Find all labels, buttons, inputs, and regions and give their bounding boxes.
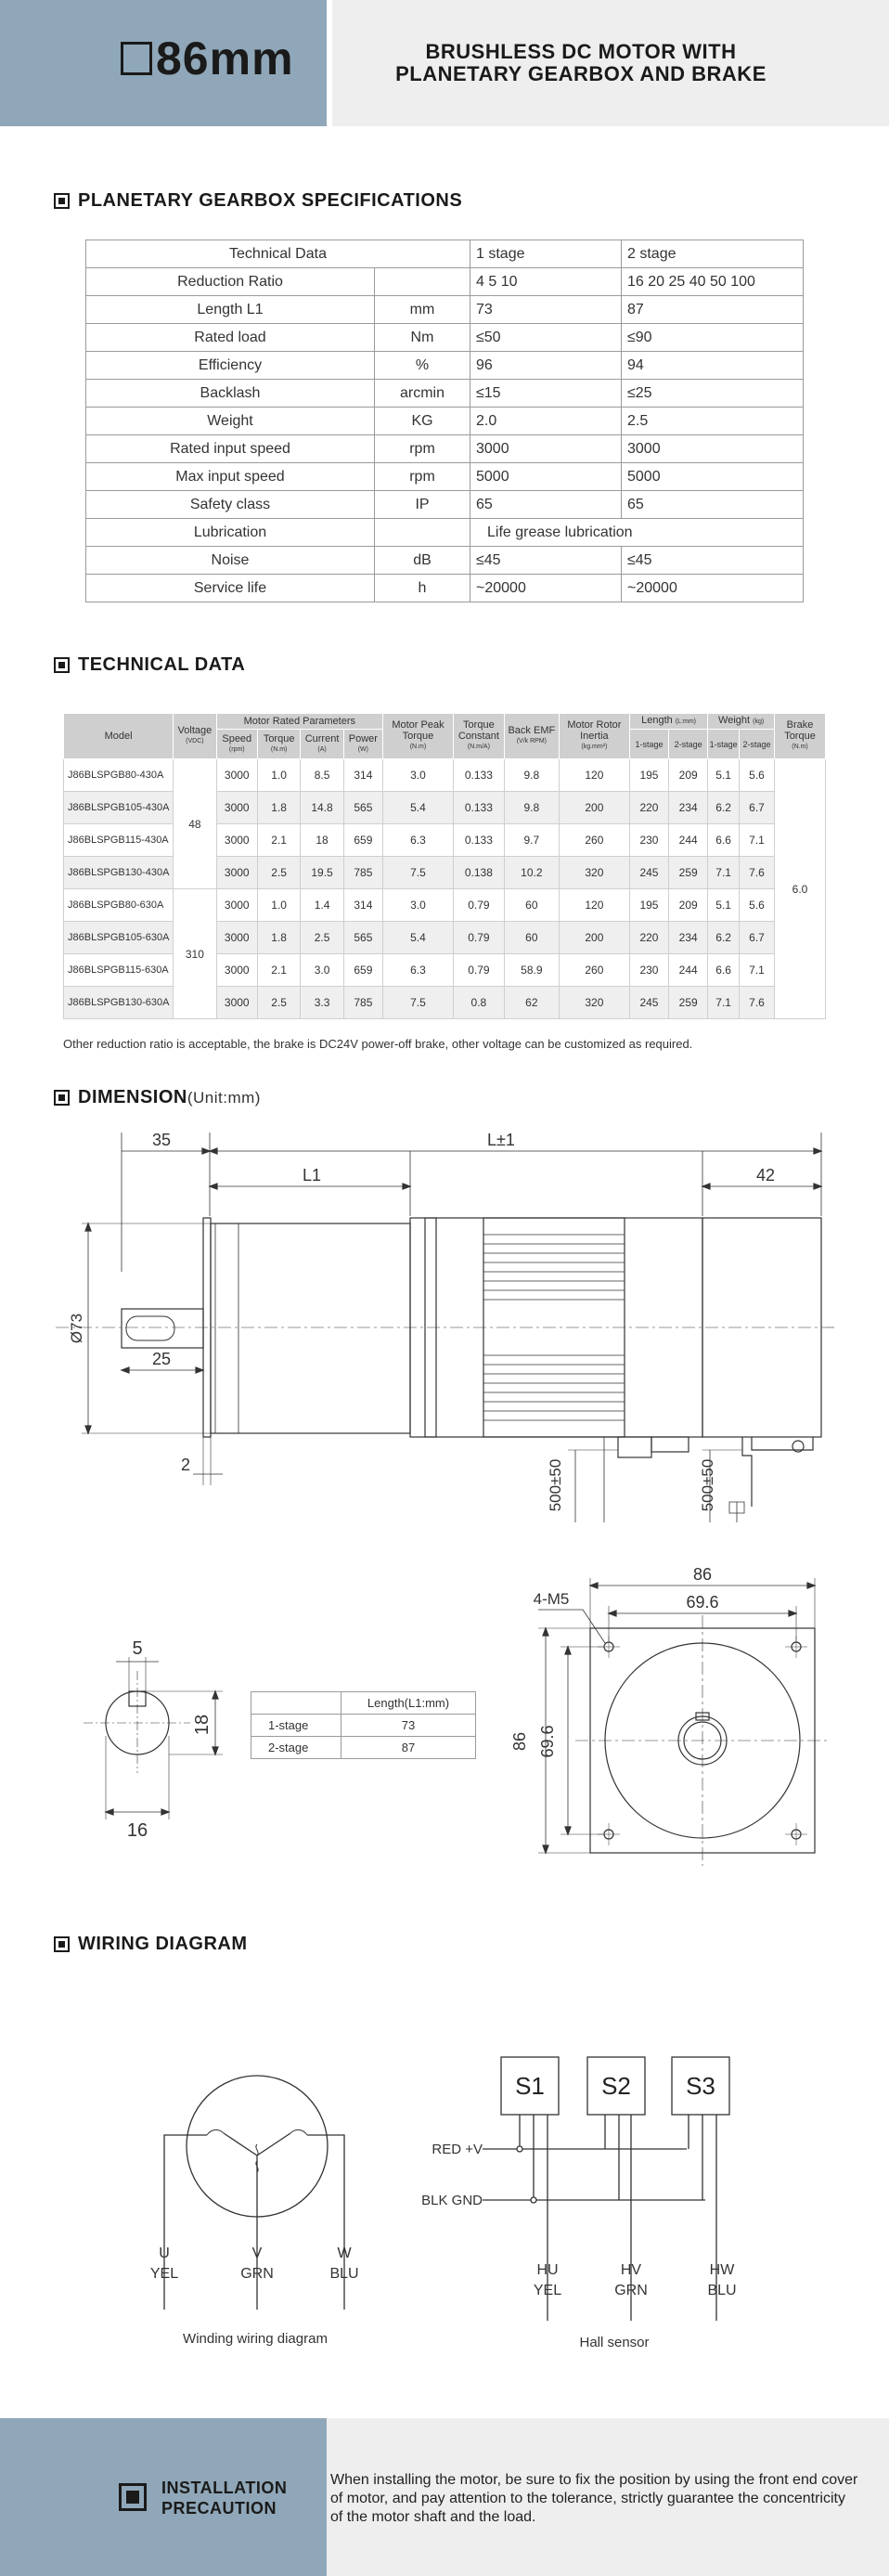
- spec-row: [86, 380, 804, 408]
- spec-cell: 3000: [622, 435, 804, 463]
- spec-cell: 3000: [470, 435, 622, 463]
- tech-cell: 1.8: [257, 922, 300, 954]
- tech-cell: 234: [669, 922, 708, 954]
- spec-row: [86, 324, 804, 352]
- col-brake-torque: Brake Torque (N.m): [775, 714, 826, 759]
- tech-cell: 209: [669, 759, 708, 792]
- spec-cell: Technical Data: [86, 240, 470, 268]
- tech-cell: 260: [559, 824, 629, 857]
- length-row-label: 1-stage: [251, 1715, 341, 1737]
- tech-cell: J86BLSPGB105-630A: [64, 922, 174, 954]
- winding-u-color: YEL: [149, 2266, 179, 2282]
- tech-cell: 1.0: [257, 889, 300, 922]
- col-current: Current (A): [301, 730, 343, 759]
- section-title: TECHNICAL DATA: [78, 654, 246, 675]
- tech-cell: 244: [669, 824, 708, 857]
- tech-cell: 244: [669, 954, 708, 987]
- header-divider: [327, 0, 332, 126]
- spec-row: [86, 352, 804, 380]
- tech-cell: 230: [629, 954, 668, 987]
- footer-title-line-2: PRECAUTION: [161, 2499, 277, 2518]
- tech-cell: 9.8: [504, 792, 559, 824]
- spec-cell: rpm: [375, 463, 470, 491]
- hall-caption: Hall sensor: [579, 2335, 650, 2350]
- page-title: [340, 41, 822, 85]
- tech-cell: J86BLSPGB80-430A: [64, 759, 174, 792]
- spec-cell: Service life: [86, 575, 375, 602]
- winding-u-label: U: [159, 2246, 170, 2261]
- spec-row: [86, 547, 804, 575]
- tech-cell: 6.7: [740, 792, 775, 824]
- spec-cell: Lubrication: [86, 519, 375, 547]
- technical-note: Other reduction ratio is acceptable, the brake is DC24V power-off brake, other voltage can be customized as required.: [63, 1037, 693, 1051]
- dim-diameter-73: Ø73: [68, 1313, 85, 1344]
- spec-cell: [375, 268, 470, 296]
- tech-cell: 2.5: [257, 857, 300, 889]
- tech-row: [64, 889, 826, 922]
- tech-cell: 5.1: [708, 759, 740, 792]
- tech-cell: 6.2: [708, 792, 740, 824]
- technical-data-table: [63, 713, 826, 1019]
- dim-25: 25: [151, 1350, 172, 1368]
- spec-cell: [375, 519, 470, 547]
- tech-cell: 120: [559, 889, 629, 922]
- col-group-rated: Motor Rated Parameters: [216, 714, 382, 730]
- tech-cell: 209: [669, 889, 708, 922]
- installation-text: When installing the motor, be sure to fix the position by using the front end cover of motor, and pay attention to the tolerance, strictly guarantee the concentricity of the motor shaft and the load.: [330, 2472, 858, 2525]
- dim-l1: L1: [302, 1166, 322, 1184]
- col-length-1stage: 1-stage: [629, 730, 668, 759]
- spec-cell: Efficiency: [86, 352, 375, 380]
- hall-hu-color: YEL: [533, 2283, 562, 2298]
- tech-cell: 58.9: [504, 954, 559, 987]
- tech-cell: J86BLSPGB105-430A: [64, 792, 174, 824]
- tech-cell: 234: [669, 792, 708, 824]
- section-bullet-icon: [54, 1936, 70, 1952]
- dim-total-length: L±1: [487, 1131, 515, 1149]
- tech-cell: 6.3: [382, 824, 453, 857]
- tech-cell: J86BLSPGB80-630A: [64, 889, 174, 922]
- dim-flange-86-side: 86: [510, 1731, 529, 1752]
- tech-cell: 9.8: [504, 759, 559, 792]
- tech-cell: 1.8: [257, 792, 300, 824]
- section-planetary-heading: [54, 189, 462, 212]
- tech-cell: 6.7: [740, 922, 775, 954]
- spec-cell: ≤45: [622, 547, 804, 575]
- winding-w-label: W: [337, 2246, 352, 2261]
- spec-cell: 96: [470, 352, 622, 380]
- dim-2: 2: [180, 1456, 191, 1474]
- footer-title-line-1: INSTALLATION: [161, 2479, 288, 2497]
- tech-cell: 5.6: [740, 889, 775, 922]
- col-length-2stage: 2-stage: [669, 730, 708, 759]
- tech-cell: J86BLSPGB130-430A: [64, 857, 174, 889]
- header-size-panel: [0, 0, 327, 126]
- spec-header-row: [86, 240, 804, 268]
- tech-cell: 7.6: [740, 987, 775, 1019]
- spec-cell: 4 5 10: [470, 268, 622, 296]
- tech-cell: 6.6: [708, 954, 740, 987]
- tech-cell: 7.1: [708, 857, 740, 889]
- winding-v-color: GRN: [240, 2266, 274, 2282]
- tech-cell: 0.8: [453, 987, 504, 1019]
- dim-lead-length-2: 500±50: [699, 1458, 716, 1512]
- tech-cell: 3000: [216, 889, 257, 922]
- section-dimension-heading: [54, 1086, 261, 1108]
- spec-cell: Safety class: [86, 491, 375, 519]
- spec-cell: Nm: [375, 324, 470, 352]
- tech-cell: 200: [559, 792, 629, 824]
- tech-cell: 9.7: [504, 824, 559, 857]
- tech-cell: 8.5: [301, 759, 343, 792]
- spec-cell: Noise: [86, 547, 375, 575]
- tech-cell: 0.133: [453, 824, 504, 857]
- tech-cell: 785: [343, 987, 382, 1019]
- spec-cell: 65: [622, 491, 804, 519]
- black-ground-label: BLK GND: [421, 2193, 483, 2208]
- hall-s1: S1: [515, 2072, 545, 2100]
- tech-row: [64, 759, 826, 792]
- spec-cell: ~20000: [470, 575, 622, 602]
- tech-cell: J86BLSPGB130-630A: [64, 987, 174, 1019]
- spec-cell: arcmin: [375, 380, 470, 408]
- spec-cell: dB: [375, 547, 470, 575]
- dim-42: 42: [755, 1166, 776, 1184]
- tech-cell: 259: [669, 857, 708, 889]
- dim-key-height: 18: [192, 1714, 213, 1736]
- dim-lead-length-1: 500±50: [547, 1458, 564, 1512]
- spec-row: [86, 491, 804, 519]
- tech-cell: 3000: [216, 759, 257, 792]
- header-banner: [0, 0, 889, 126]
- tech-cell: 220: [629, 792, 668, 824]
- spec-cell: %: [375, 352, 470, 380]
- hall-hv-label: HV: [620, 2262, 642, 2278]
- tech-cell: 60: [504, 922, 559, 954]
- col-weight-1stage: 1-stage: [708, 730, 740, 759]
- tech-cell: 195: [629, 759, 668, 792]
- tech-cell: 659: [343, 824, 382, 857]
- spec-cell: ≤45: [470, 547, 622, 575]
- spec-row: [86, 575, 804, 602]
- red-supply-label: RED +V: [432, 2142, 483, 2157]
- length-table-blank: [251, 1692, 341, 1715]
- col-speed: Speed (rpm): [216, 730, 257, 759]
- tech-cell: 659: [343, 954, 382, 987]
- spec-cell: ~20000: [622, 575, 804, 602]
- winding-v-label: V: [251, 2246, 263, 2261]
- tech-cell: 2.1: [257, 954, 300, 987]
- spec-cell: KG: [375, 408, 470, 435]
- tech-cell: 62: [504, 987, 559, 1019]
- tech-cell: 245: [629, 987, 668, 1019]
- tech-cell: 7.6: [740, 857, 775, 889]
- spec-cell: 5000: [622, 463, 804, 491]
- gearbox-spec-table: [85, 239, 804, 602]
- tech-cell: 48: [174, 759, 216, 889]
- tech-cell: 565: [343, 792, 382, 824]
- col-group-weight: Weight (kg): [708, 714, 775, 730]
- dim-key-width: 5: [132, 1638, 143, 1659]
- unit-label: (Unit:mm): [187, 1088, 261, 1107]
- dim-flange-69-side: 69.6: [538, 1725, 557, 1758]
- spec-cell: IP: [375, 491, 470, 519]
- installation-bullet-icon: [119, 2483, 147, 2511]
- tech-cell: 314: [343, 759, 382, 792]
- winding-caption: Winding wiring diagram: [183, 2331, 328, 2347]
- col-voltage: Voltage (VDC): [174, 714, 216, 759]
- tech-cell: 320: [559, 987, 629, 1019]
- spec-cell: 16 20 25 40 50 100: [622, 268, 804, 296]
- tech-cell: 7.1: [708, 987, 740, 1019]
- spec-cell: 65: [470, 491, 622, 519]
- tech-cell: 245: [629, 857, 668, 889]
- col-torque: Torque (N.m): [257, 730, 300, 759]
- tech-cell: 1.4: [301, 889, 343, 922]
- spec-cell: Length L1: [86, 296, 375, 324]
- section-bullet-icon: [54, 1090, 70, 1106]
- spec-row: [86, 519, 804, 547]
- tech-cell: 785: [343, 857, 382, 889]
- square-frame-icon: [121, 42, 152, 75]
- spec-cell: 2.5: [622, 408, 804, 435]
- tech-cell: 6.3: [382, 954, 453, 987]
- tech-cell: 19.5: [301, 857, 343, 889]
- tech-cell: 3000: [216, 824, 257, 857]
- dim-shaft-diameter: 16: [126, 1820, 148, 1841]
- col-model: Model: [64, 714, 174, 759]
- col-power: Power (W): [343, 730, 382, 759]
- dim-35: 35: [151, 1131, 172, 1149]
- tech-cell: J86BLSPGB115-630A: [64, 954, 174, 987]
- tech-cell: 195: [629, 889, 668, 922]
- tech-cell: 0.133: [453, 759, 504, 792]
- installation-footer: [0, 2418, 889, 2576]
- spec-cell: rpm: [375, 435, 470, 463]
- tech-cell: 1.0: [257, 759, 300, 792]
- tech-cell: 6.6: [708, 824, 740, 857]
- tech-cell: 18: [301, 824, 343, 857]
- tech-cell: 260: [559, 954, 629, 987]
- spec-row: [86, 268, 804, 296]
- wiring-diagram: [0, 2014, 889, 2404]
- spec-cell: mm: [375, 296, 470, 324]
- col-peak-torque: Motor Peak Torque (N.m): [382, 714, 453, 759]
- tech-cell: 7.5: [382, 987, 453, 1019]
- section-wiring-heading: [54, 1933, 248, 1955]
- tech-cell: 7.1: [740, 824, 775, 857]
- length-table-header: Length(L1:mm): [341, 1692, 476, 1715]
- tech-cell: 7.5: [382, 857, 453, 889]
- frame-size-label: 86mm: [156, 32, 294, 84]
- spec-row: [86, 296, 804, 324]
- tech-cell: 3000: [216, 792, 257, 824]
- spec-cell: Rated load: [86, 324, 375, 352]
- length-table: [251, 1691, 476, 1759]
- tech-cell: 3000: [216, 857, 257, 889]
- tech-cell: 259: [669, 987, 708, 1019]
- spec-cell: 1 stage: [470, 240, 622, 268]
- spec-cell: Reduction Ratio: [86, 268, 375, 296]
- tech-cell: 320: [559, 857, 629, 889]
- spec-cell: Rated input speed: [86, 435, 375, 463]
- tech-cell: 6.0: [775, 759, 826, 1019]
- hall-hv-color: GRN: [614, 2283, 648, 2298]
- tech-cell: 220: [629, 922, 668, 954]
- spec-cell: ≤50: [470, 324, 622, 352]
- tech-cell: 0.79: [453, 889, 504, 922]
- spec-row: [86, 463, 804, 491]
- tech-cell: 14.8: [301, 792, 343, 824]
- col-back-emf: Back EMF (V/k RPM): [504, 714, 559, 759]
- tech-cell: 10.2: [504, 857, 559, 889]
- tech-cell: 230: [629, 824, 668, 857]
- tech-cell: 3.0: [382, 889, 453, 922]
- spec-cell: Backlash: [86, 380, 375, 408]
- length-row-value: 73: [341, 1715, 476, 1737]
- section-title: PLANETARY GEARBOX SPECIFICATIONS: [78, 189, 463, 211]
- tech-cell: 5.4: [382, 792, 453, 824]
- spec-cell: ≤15: [470, 380, 622, 408]
- spec-cell: Max input speed: [86, 463, 375, 491]
- col-torque-constant: Torque Constant (N.m/A): [453, 714, 504, 759]
- tech-cell: 2.5: [257, 987, 300, 1019]
- dim-flange-69: 69.6: [686, 1593, 719, 1612]
- length-row-label: 2-stage: [251, 1737, 341, 1759]
- hall-hu-label: HU: [536, 2262, 559, 2278]
- tech-cell: 5.4: [382, 922, 453, 954]
- section-title: WIRING DIAGRAM: [78, 1933, 248, 1954]
- tech-cell: 0.133: [453, 792, 504, 824]
- spec-row: [86, 435, 804, 463]
- tech-cell: 565: [343, 922, 382, 954]
- tech-cell: 6.2: [708, 922, 740, 954]
- tech-cell: 3.0: [382, 759, 453, 792]
- tech-cell: 2.5: [301, 922, 343, 954]
- hall-hw-color: BLU: [707, 2283, 737, 2298]
- spec-cell: ≤25: [622, 380, 804, 408]
- section-technical-heading: [54, 654, 245, 676]
- tech-cell: 3.0: [301, 954, 343, 987]
- tech-cell: 7.1: [740, 954, 775, 987]
- col-group-length: Length (L:mm): [629, 714, 707, 730]
- section-bullet-icon: [54, 193, 70, 209]
- footer-title-panel: [0, 2418, 327, 2576]
- tech-cell: 3000: [216, 922, 257, 954]
- tech-cell: 120: [559, 759, 629, 792]
- length-row-value: 87: [341, 1737, 476, 1759]
- tech-cell: 0.138: [453, 857, 504, 889]
- spec-cell: 5000: [470, 463, 622, 491]
- winding-w-color: BLU: [329, 2266, 359, 2282]
- tech-cell: 3000: [216, 954, 257, 987]
- motor-side-view-drawing: [0, 1114, 889, 1522]
- spec-cell: 73: [470, 296, 622, 324]
- dim-mount-holes: 4-M5: [533, 1590, 570, 1608]
- spec-cell: ≤90: [622, 324, 804, 352]
- tech-cell: 3.3: [301, 987, 343, 1019]
- tech-cell: 314: [343, 889, 382, 922]
- tech-cell: 310: [174, 889, 216, 1019]
- spec-cell: 2.0: [470, 408, 622, 435]
- title-line-2: PLANETARY GEARBOX AND BRAKE: [395, 62, 767, 85]
- tech-cell: 60: [504, 889, 559, 922]
- spec-cell: Life grease lubrication: [470, 519, 804, 547]
- dim-flange-86: 86: [692, 1565, 713, 1584]
- hall-s2: S2: [601, 2072, 631, 2100]
- tech-cell: 3000: [216, 987, 257, 1019]
- tech-cell: 200: [559, 922, 629, 954]
- tech-cell: 0.79: [453, 922, 504, 954]
- spec-cell: h: [375, 575, 470, 602]
- col-inertia: Motor Rotor Inertia (kg.mm²): [559, 714, 629, 759]
- tech-cell: 2.1: [257, 824, 300, 857]
- tech-cell: 0.79: [453, 954, 504, 987]
- col-weight-2stage: 2-stage: [740, 730, 775, 759]
- hall-hw-label: HW: [709, 2262, 735, 2278]
- spec-cell: 94: [622, 352, 804, 380]
- title-line-1: BRUSHLESS DC MOTOR WITH: [425, 40, 737, 63]
- tech-cell: J86BLSPGB115-430A: [64, 824, 174, 857]
- section-bullet-icon: [54, 657, 70, 673]
- spec-cell: 87: [622, 296, 804, 324]
- spec-row: [86, 408, 804, 435]
- tech-cell: 5.1: [708, 889, 740, 922]
- spec-cell: Weight: [86, 408, 375, 435]
- tech-cell: 5.6: [740, 759, 775, 792]
- section-title: DIMENSION(Unit:mm): [78, 1086, 261, 1107]
- spec-cell: 2 stage: [622, 240, 804, 268]
- footer-title: [161, 2478, 287, 2518]
- hall-s3: S3: [686, 2072, 715, 2100]
